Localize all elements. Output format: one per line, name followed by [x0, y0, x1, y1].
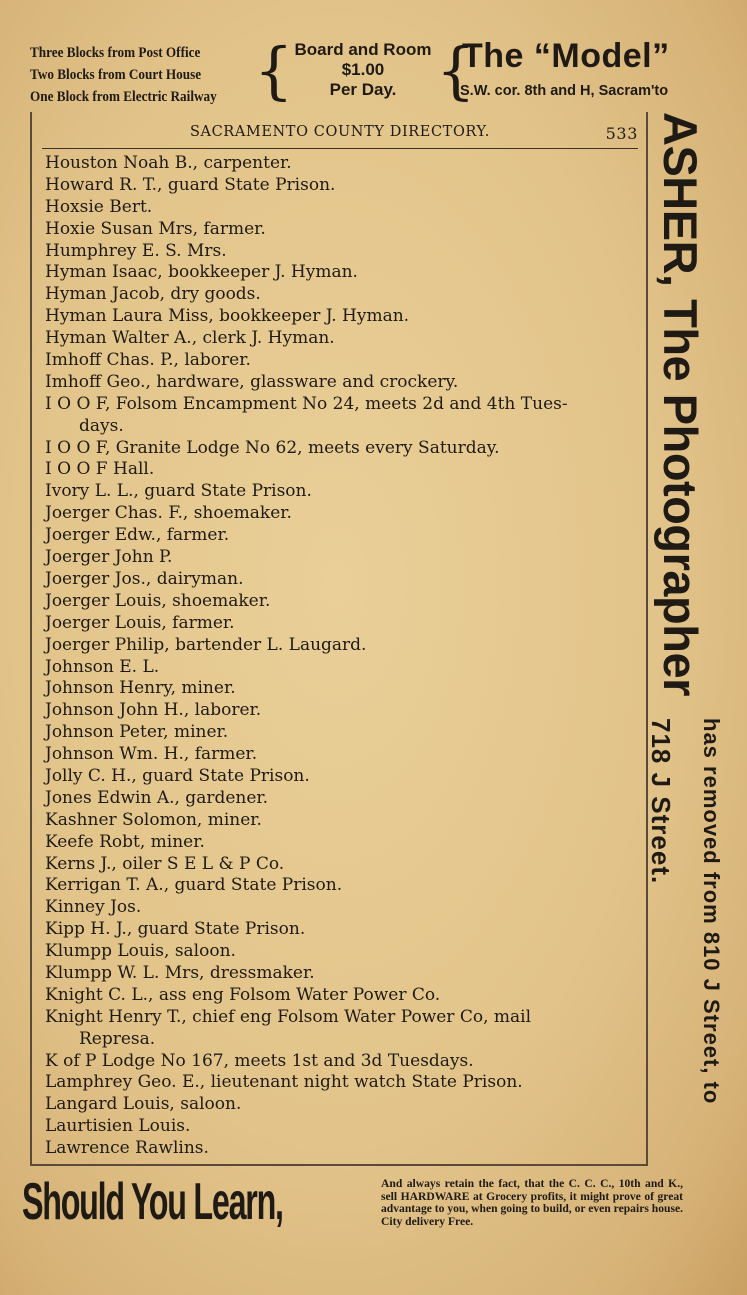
- directory-entry: Johnson John H., laborer.: [45, 700, 262, 721]
- directory-entry: Hoxie Susan Mrs, farmer.: [45, 218, 266, 239]
- side-ad-main: ASHER, The Photographer: [654, 112, 707, 696]
- directory-entry: Knight C. L., ass eng Folsom Water Power Co.: [45, 984, 441, 1005]
- directory-entry: Hyman Jacob, dry goods.: [45, 284, 261, 305]
- directory-entry: Kashner Solomon, miner.: [45, 809, 262, 830]
- bottom-ad-headline: Should You Learn,: [22, 1173, 283, 1231]
- directory-entry: Lawrence Rawlins.: [45, 1138, 209, 1159]
- header-middle-ad: [268, 40, 458, 100]
- directory-entry: Joerger Jos., dairyman.: [45, 568, 244, 589]
- header-rule: [42, 148, 638, 149]
- directory-entry: Imhoff Chas. P., laborer.: [45, 350, 251, 371]
- directory-entry: Joerger Philip, bartender L. Laugard.: [45, 634, 367, 655]
- directory-entry: Johnson Peter, miner.: [45, 722, 229, 743]
- directory-entry: Langard Louis, saloon.: [45, 1094, 242, 1115]
- directory-entry: I O O F Hall.: [45, 459, 155, 480]
- side-ad-street: 718 J Street.: [646, 718, 676, 885]
- directory-entry: Kinney Jos.: [45, 897, 142, 918]
- directory-entry: Laurtisien Louis.: [45, 1116, 191, 1137]
- directory-entry: Keefe Robt, miner.: [45, 831, 205, 852]
- side-ad-removed: has removed from 810 J Street, to: [699, 718, 724, 1105]
- directory-entry: Imhoff Geo., hardware, glassware and crockery.: [45, 371, 459, 392]
- directory-entry: Humphrey E. S. Mrs.: [45, 240, 227, 261]
- directory-entry: Jones Edwin A., gardener.: [45, 787, 269, 808]
- directory-entry: Johnson E. L.: [45, 656, 160, 677]
- directory-entry: Hyman Isaac, bookkeeper J. Hyman.: [45, 262, 358, 283]
- directory-entry: Hoxsie Bert.: [45, 196, 153, 217]
- directory-entries: [45, 153, 645, 1160]
- header-middle-line: Board and Room: [294, 40, 432, 59]
- running-title: SACRAMENTO COUNTY DIRECTORY.: [190, 124, 491, 140]
- directory-entry: [45, 394, 645, 438]
- directory-entry: Kipp H. J., guard State Prison.: [45, 919, 306, 940]
- directory-entry: [45, 1007, 645, 1051]
- directory-entry: Johnson Henry, miner.: [45, 678, 236, 699]
- header-middle-line: $1.00: [341, 60, 385, 79]
- header-left-line: Three Blocks from Post Office: [30, 45, 201, 61]
- directory-entry: Kerns J., oiler S E L & P Co.: [45, 853, 285, 874]
- model-address: S.W. cor. 8th and H, Sacram'to: [460, 83, 669, 99]
- directory-entry: Klumpp W. L. Mrs, dressmaker.: [45, 962, 315, 983]
- header-middle-line: Per Day.: [329, 80, 397, 99]
- directory-entry: Joerger Louis, farmer.: [45, 612, 235, 633]
- directory-entry: K of P Lodge No 167, meets 1st and 3d Tuesdays.: [45, 1050, 474, 1071]
- directory-entry: Joerger Chas. F., shoemaker.: [45, 503, 292, 524]
- page-number: 533: [605, 124, 638, 143]
- directory-entry: Joerger John P.: [45, 547, 173, 568]
- directory-entry: Hyman Walter A., clerk J. Hyman.: [45, 328, 335, 349]
- directory-entry: Lamphrey Geo. E., lieutenant night watch State Prison.: [45, 1072, 523, 1093]
- entry-continuation-line: Represa.: [79, 1028, 156, 1049]
- directory-entry: Joerger Louis, shoemaker.: [45, 590, 271, 611]
- directory-entry: Johnson Wm. H., farmer.: [45, 744, 258, 765]
- directory-entry: Ivory L. L., guard State Prison.: [45, 481, 312, 502]
- brace-ornament-icon: {: [254, 34, 294, 107]
- directory-entry: Jolly C. H., guard State Prison.: [45, 765, 310, 786]
- brace-ornament-icon: {: [436, 34, 476, 107]
- directory-entry: I O O F, Granite Lodge No 62, meets every Saturday.: [45, 437, 500, 458]
- model-title: The “Model”: [462, 37, 670, 75]
- directory-entry: Houston Noah B., carpenter.: [45, 153, 292, 173]
- header-ad: [18, 36, 738, 116]
- entry-main-line: I O O F, Folsom Encampment No 24, meets 2d and 4th Tues-: [45, 393, 568, 414]
- header-left-line: Two Blocks from Court House: [30, 67, 202, 83]
- directory-entry: Joerger Edw., farmer.: [45, 525, 230, 546]
- directory-entry: Howard R. T., guard State Prison.: [45, 174, 336, 195]
- header-left-ad: [30, 42, 250, 108]
- bottom-ad-body: And always retain the fact, that the C. C. C., 10th and K., sell HARDWARE at Grocery profits, it might prove of great advantage to you, when going to build, or even repairs house. City delivery Free.: [381, 1177, 684, 1228]
- directory-entry: Kerrigan T. A., guard State Prison.: [45, 875, 343, 896]
- header-left-line: One Block from Electric Railway: [30, 89, 217, 105]
- header-right-ad: [450, 36, 740, 100]
- directory-entry: Hyman Laura Miss, bookkeeper J. Hyman.: [45, 306, 410, 327]
- entry-main-line: Knight Henry T., chief eng Folsom Water Power Co, mail: [45, 1006, 532, 1027]
- entry-continuation-line: days.: [79, 415, 124, 436]
- directory-entry: Klumpp Louis, saloon.: [45, 941, 236, 962]
